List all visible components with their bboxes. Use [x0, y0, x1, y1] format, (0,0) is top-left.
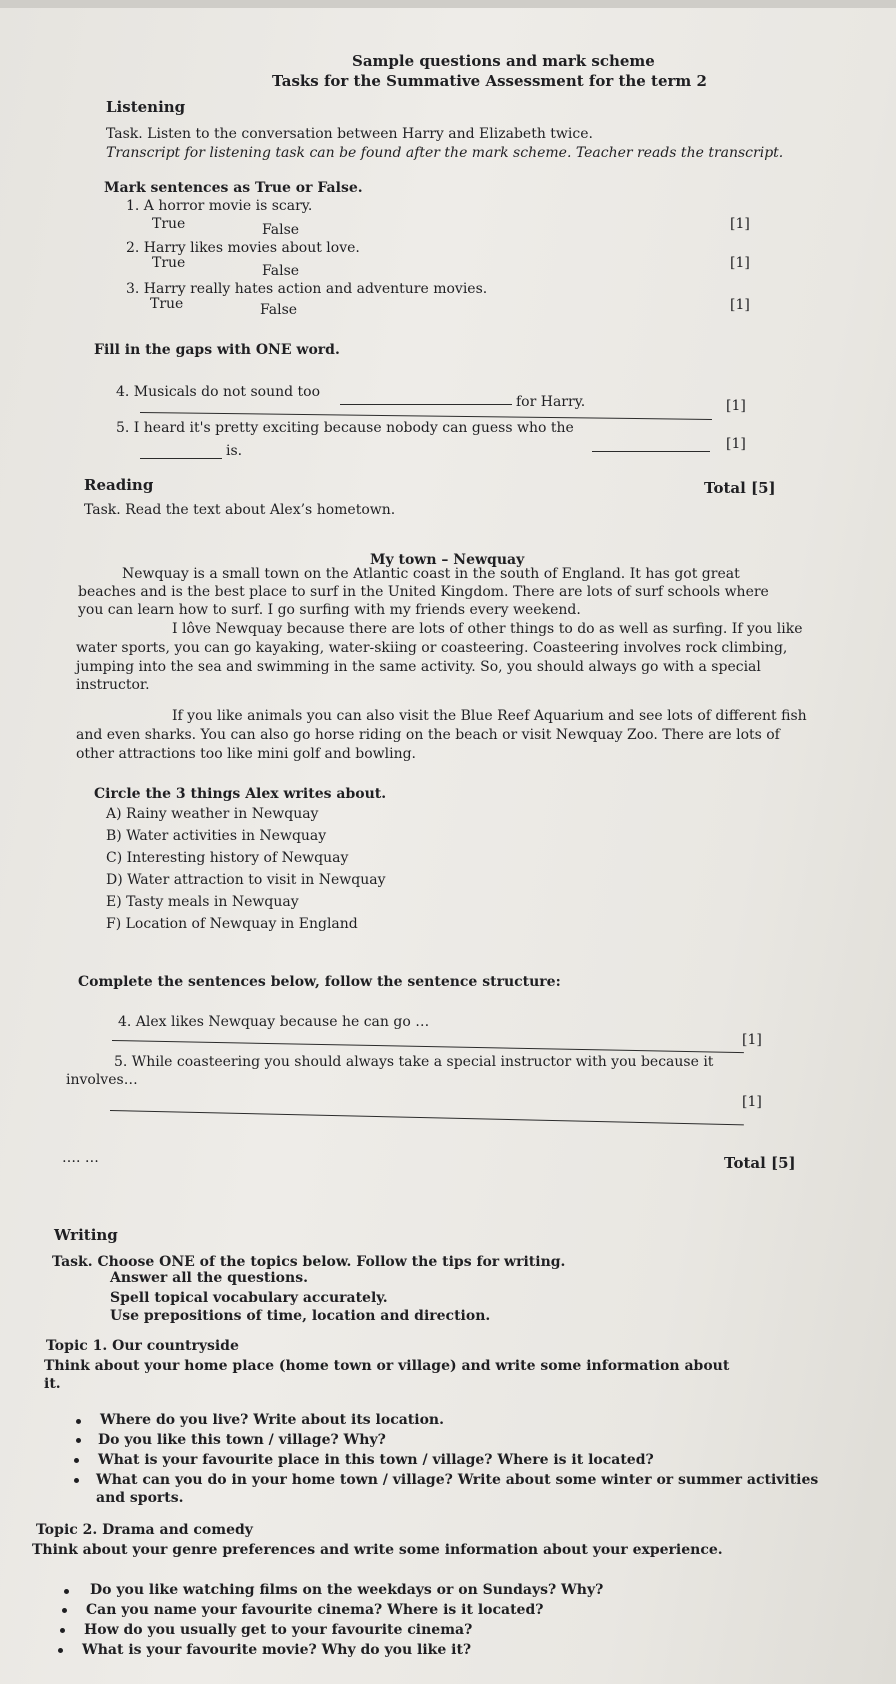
tip-2: Spell topical vocabulary accurately.	[110, 1290, 388, 1306]
tf-instruction: Mark sentences as True or False.	[104, 180, 363, 196]
gap-4-end: for Harry.	[516, 394, 586, 410]
topic-2-bullet-3: How do you usually get to your favourite cinema?	[84, 1622, 473, 1638]
tf-false-1: False	[262, 222, 300, 238]
p1-line-2: beaches and is the best place to surf in the United Kingdom. There are lots of surf schools where	[78, 584, 769, 600]
bullet-icon	[60, 1628, 65, 1633]
option-c[interactable]: C) Interesting history of Newquay	[106, 850, 349, 866]
reading-heading: Reading	[84, 476, 154, 494]
tf-true-3: True	[150, 296, 184, 312]
topic-1-bullet-4-cont: and sports.	[96, 1490, 184, 1506]
tf-item-1: 1. A horror movie is scary.	[126, 198, 313, 214]
writing-heading: Writing	[54, 1226, 118, 1244]
topic-1-bullet-3: What is your favourite place in this town / village? Where is it located?	[98, 1452, 654, 1468]
listening-heading: Listening	[106, 98, 186, 116]
gap-5-start: 5. I heard it's pretty exciting because nobody can guess who the	[116, 420, 574, 436]
p2-line-1: I lôve Newquay because there are lots of other things to do as well as surfing. If you like	[172, 621, 803, 637]
writing-task: Task. Choose ONE of the topics below. Follow the tips for writing.	[52, 1254, 566, 1270]
p3-line-2: and even sharks. You can also go horse riding on the beach or visit Newquay Zoo. There are lots of	[76, 727, 780, 743]
tf-true-2: True	[152, 255, 186, 271]
bullet-icon	[64, 1589, 69, 1594]
gap-4-underline	[140, 412, 712, 420]
bullet-icon	[62, 1608, 67, 1613]
tf-false-3: False	[260, 302, 298, 318]
circle-instruction: Circle the 3 things Alex writes about.	[94, 786, 387, 802]
tf-true-1: True	[152, 216, 186, 232]
tf-item-3: 3. Harry really hates action and adventure movies.	[126, 281, 488, 297]
question-5: 5. While coasteering you should always take a special instructor with you because it	[114, 1054, 714, 1070]
gap-5-line-left	[140, 458, 222, 459]
listening-task: Task. Listen to the conversation between Harry and Elizabeth twice.	[106, 126, 593, 142]
gap-5-mark: [1]	[726, 436, 746, 452]
gap-instruction: Fill in the gaps with ONE word.	[94, 342, 340, 358]
question-4: 4. Alex likes Newquay because he can go …	[118, 1014, 430, 1030]
topic-2-intro: Think about your genre preferences and write some information about your experience.	[32, 1542, 723, 1558]
tf-mark-1: [1]	[730, 216, 750, 232]
bullet-icon	[74, 1478, 79, 1483]
gap-5-blank[interactable]	[592, 451, 710, 452]
p3-line-1: If you like animals you can also visit the Blue Reef Aquarium and see lots of different fish	[172, 708, 807, 724]
topic-1-bullet-2: Do you like this town / village? Why?	[98, 1432, 386, 1448]
option-e[interactable]: E) Tasty meals in Newquay	[106, 894, 299, 910]
p1-line-3: you can learn how to surf. I go surfing with my friends every weekend.	[78, 602, 581, 618]
tip-3: Use prepositions of time, location and direction.	[110, 1308, 491, 1324]
topic-1-intro: Think about your home place (home town or village) and write some information about	[44, 1358, 730, 1374]
question-5-answer-line[interactable]	[110, 1110, 744, 1125]
topic-2-bullet-1: Do you like watching films on the weekdays or on Sundays? Why?	[90, 1582, 604, 1598]
doc-title: Sample questions and mark scheme	[352, 52, 655, 70]
tf-mark-3: [1]	[730, 297, 750, 313]
tf-mark-2: [1]	[730, 255, 750, 271]
transcript-note: Transcript for listening task can be found after the mark scheme. Teacher reads the transcript.	[106, 145, 784, 161]
option-f[interactable]: F) Location of Newquay in England	[106, 916, 358, 932]
bullet-icon	[76, 1438, 81, 1443]
option-b[interactable]: B) Water activities in Newquay	[106, 828, 327, 844]
topic-2-bullet-2: Can you name your favourite cinema? Where is it located?	[86, 1602, 544, 1618]
gap-5-end: is.	[226, 443, 243, 459]
p1-line-1: Newquay is a small town on the Atlantic coast in the south of England. It has got great	[122, 566, 740, 582]
topic-1-title: Topic 1. Our countryside	[46, 1338, 239, 1354]
topic-2-title: Topic 2. Drama and comedy	[36, 1522, 253, 1538]
option-a[interactable]: A) Rainy weather in Newquay	[106, 806, 319, 822]
p2-line-3: jumping into the sea and swimming in the same activity. So, you should always go with a special	[76, 659, 761, 675]
topic-1-bullet-4: What can you do in your home town / village? Write about some winter or summer activities	[96, 1472, 819, 1488]
p2-line-4: instructor.	[76, 677, 150, 693]
option-d[interactable]: D) Water attraction to visit in Newquay	[106, 872, 386, 888]
topic-1-intro-cont: it.	[44, 1376, 61, 1392]
gap-4-blank[interactable]	[340, 404, 512, 405]
gap-4-start: 4. Musicals do not sound too	[116, 384, 321, 400]
reading-task: Task. Read the text about Alex’s hometown.	[84, 502, 396, 518]
text-title: My town – Newquay	[370, 552, 525, 568]
dots: …. …	[62, 1150, 99, 1166]
topic-1-bullet-1: Where do you live? Write about its location.	[100, 1412, 444, 1428]
complete-instruction: Complete the sentences below, follow the sentence structure:	[78, 974, 561, 990]
topic-2-bullet-4: What is your favourite movie? Why do you like it?	[82, 1642, 472, 1658]
gap-4-mark: [1]	[726, 398, 746, 414]
question-5-cont: involves…	[66, 1072, 138, 1088]
tf-false-2: False	[262, 263, 300, 279]
bullet-icon	[74, 1458, 79, 1463]
question-5-mark: [1]	[742, 1094, 762, 1110]
tip-1: Answer all the questions.	[110, 1270, 308, 1286]
question-4-answer-line[interactable]	[112, 1040, 744, 1053]
doc-subtitle: Tasks for the Summative Assessment for the term 2	[272, 72, 707, 90]
bullet-icon	[58, 1648, 63, 1653]
reading-total: Total [5]	[724, 1154, 796, 1172]
top-edge	[0, 0, 896, 8]
listening-total: Total [5]	[704, 479, 776, 497]
question-4-mark: [1]	[742, 1032, 762, 1048]
bullet-icon	[76, 1419, 81, 1424]
p3-line-3: other attractions too like mini golf and bowling.	[76, 746, 416, 762]
p2-line-2: water sports, you can go kayaking, water-skiing or coasteering. Coasteering involves rock climbing,	[76, 640, 788, 656]
tf-item-2: 2. Harry likes movies about love.	[126, 240, 360, 256]
